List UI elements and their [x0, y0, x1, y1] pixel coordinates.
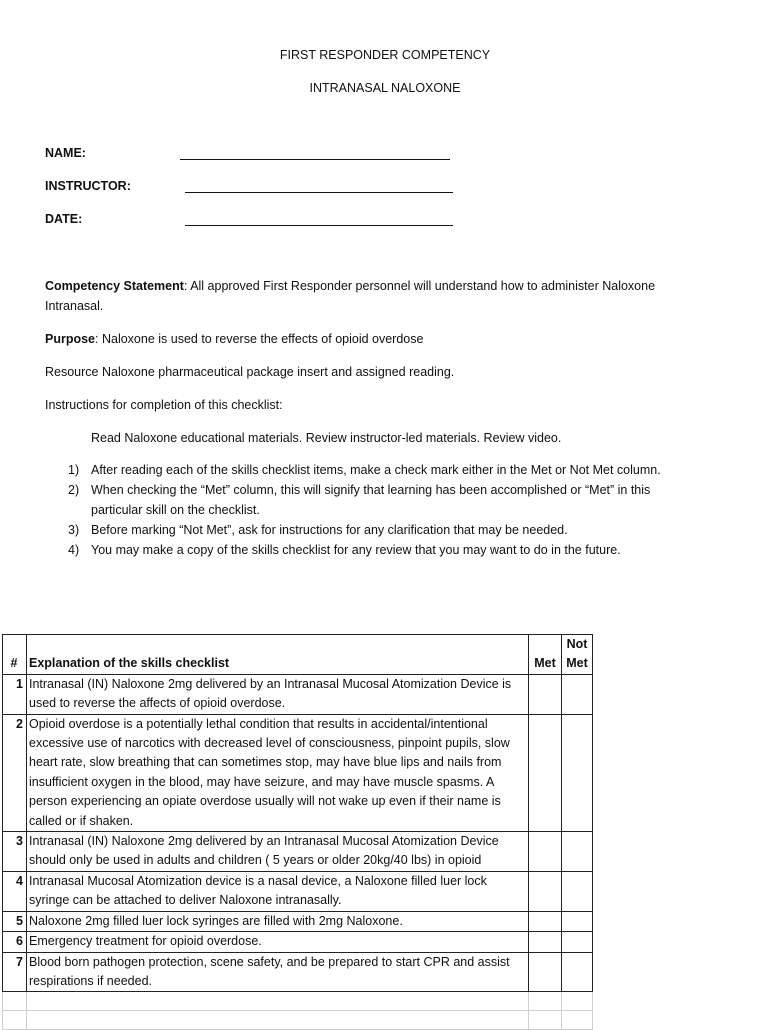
skills-checklist-table — [2, 634, 593, 1030]
met-checkbox-cell[interactable] — [529, 832, 562, 872]
empty-cell — [529, 1011, 562, 1030]
row-number: 4 — [3, 871, 27, 911]
purpose-label: Purpose — [45, 332, 96, 346]
row-number: 5 — [3, 911, 27, 931]
row-explanation: Intranasal Mucosal Atomization device is a nasal device, a Naloxone filled luer lock syringe can be attached to deliver Naloxone intranasally. — [27, 871, 529, 911]
header-not-met-line1: Not — [566, 637, 588, 651]
instruction-number: 3) — [68, 523, 80, 537]
row-number: 7 — [3, 952, 27, 992]
competency-statement — [45, 276, 685, 316]
name-label: NAME: — [45, 146, 86, 160]
empty-cell — [3, 1011, 27, 1030]
date-line[interactable] — [185, 225, 453, 226]
empty-cell — [562, 1011, 593, 1030]
not-met-checkbox-cell[interactable] — [562, 674, 593, 714]
empty-cell — [27, 992, 529, 1011]
instruction-text: After reading each of the skills checklist items, make a check mark either in the Met or Not Met column. — [91, 463, 661, 477]
instruction-number: 4) — [68, 543, 80, 557]
purpose-text: : Naloxone is used to reverse the effects of opioid overdose — [95, 332, 424, 346]
header-explanation: Explanation of the skills checklist — [27, 635, 529, 675]
table-row — [3, 911, 593, 931]
empty-cell — [27, 1011, 529, 1030]
instruction-item — [52, 460, 692, 480]
instruction-item — [52, 540, 692, 560]
table-row — [3, 871, 593, 911]
met-checkbox-cell[interactable] — [529, 714, 562, 831]
empty-cell — [562, 992, 593, 1011]
row-explanation: Intranasal (IN) Naloxone 2mg delivered by an Intranasal Mucosal Atomization Device should only be used in adults and children ( 5 years or older 20kg/40 lbs) in opioid — [27, 832, 529, 872]
row-number: 2 — [3, 714, 27, 831]
competency-label: Competency Statement — [45, 279, 184, 293]
met-checkbox-cell[interactable] — [529, 674, 562, 714]
not-met-checkbox-cell[interactable] — [562, 932, 593, 952]
instruction-text: Before marking “Not Met”, ask for instructions for any clarification that may be needed. — [91, 523, 568, 537]
instruction-text: You may make a copy of the skills checklist for any review that you may want to do in the future. — [91, 543, 621, 557]
table-row — [3, 674, 593, 714]
read-line: Read Naloxone educational materials. Review instructor-led materials. Review video. — [91, 431, 562, 445]
row-number: 6 — [3, 932, 27, 952]
met-checkbox-cell[interactable] — [529, 932, 562, 952]
instruction-text: When checking the “Met” column, this will signify that learning has been accomplished or “Met” in this particular skill on the checklist. — [91, 483, 651, 517]
empty-row — [3, 1011, 593, 1030]
met-checkbox-cell[interactable] — [529, 952, 562, 992]
page-subtitle: INTRANASAL NALOXONE — [309, 81, 461, 95]
date-label: DATE: — [45, 212, 83, 226]
not-met-checkbox-cell[interactable] — [562, 871, 593, 911]
empty-cell — [529, 992, 562, 1011]
not-met-checkbox-cell[interactable] — [562, 911, 593, 931]
not-met-checkbox-cell[interactable] — [562, 832, 593, 872]
table-row — [3, 932, 593, 952]
met-checkbox-cell[interactable] — [529, 871, 562, 911]
instructions-heading: Instructions for completion of this checklist: — [45, 398, 283, 412]
header-number: # — [3, 635, 27, 675]
page-title: FIRST RESPONDER COMPETENCY — [279, 48, 491, 62]
row-explanation: Naloxone 2mg filled luer lock syringes are filled with 2mg Naloxone. — [27, 911, 529, 931]
name-line[interactable] — [180, 159, 450, 160]
instructor-label: INSTRUCTOR: — [45, 179, 131, 193]
instructions-list — [52, 460, 692, 560]
row-explanation: Blood born pathogen protection, scene safety, and be prepared to start CPR and assist respirations if needed. — [27, 952, 529, 992]
met-checkbox-cell[interactable] — [529, 911, 562, 931]
table-row — [3, 714, 593, 831]
empty-row — [3, 992, 593, 1011]
not-met-checkbox-cell[interactable] — [562, 952, 593, 992]
row-number: 1 — [3, 674, 27, 714]
header-not-met — [562, 635, 593, 675]
not-met-checkbox-cell[interactable] — [562, 714, 593, 831]
row-explanation: Emergency treatment for opioid overdose. — [27, 932, 529, 952]
instruction-item — [52, 480, 692, 520]
table-header-row — [3, 635, 593, 675]
competency-text: : All approved First Responder personnel will understand how to administer Naloxone Intranasal. — [45, 279, 656, 313]
instruction-number: 2) — [68, 483, 80, 497]
resource-text: Resource Naloxone pharmaceutical package insert and assigned reading. — [45, 365, 455, 379]
instructor-line[interactable] — [185, 192, 453, 193]
row-explanation: Intranasal (IN) Naloxone 2mg delivered by an Intranasal Mucosal Atomization Device is used to reverse the affects of opioid overdose. — [27, 674, 529, 714]
header-met: Met — [529, 635, 562, 675]
table-row — [3, 952, 593, 992]
instruction-item — [52, 520, 692, 540]
empty-cell — [3, 992, 27, 1011]
table-row — [3, 832, 593, 872]
purpose-statement — [45, 329, 685, 349]
row-explanation: Opioid overdose is a potentially lethal condition that results in accidental/intentional excessive use of narcotics with decreased level of consciousness, pinpoint pupils, slow heart rate, slow breathing that can sometimes stop, may have blue lips and nails from insufficient oxygen in the blood, may have seizure, and may have muscle spasms. A person experiencing an opiate overdose usually will not wake up even if their name is called or if shaken. — [27, 714, 529, 831]
instruction-number: 1) — [68, 463, 80, 477]
row-number: 3 — [3, 832, 27, 872]
header-not-met-line2: Met — [566, 656, 588, 671]
